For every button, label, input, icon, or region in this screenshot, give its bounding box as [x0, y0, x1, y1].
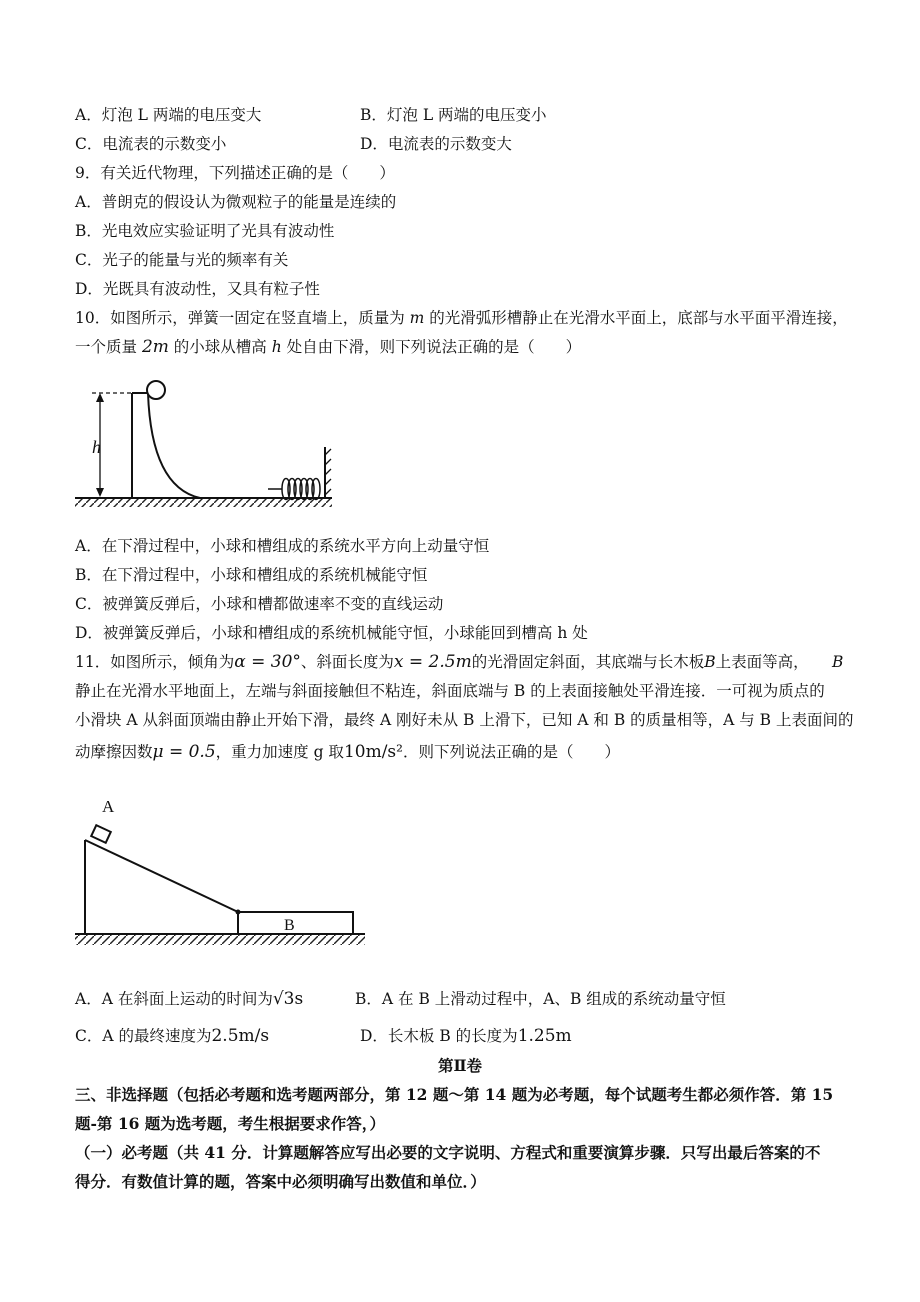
q10-option-b: B．在下滑过程中，小球和槽组成的系统机械能守恒 — [75, 566, 428, 584]
q8-option-a: A．灯泡 L 两端的电压变大 — [75, 106, 262, 124]
q11-line3: 小滑块 A 从斜面顶端由静止开始下滑，最终 A 刚好未从 B 上滑下，已知 A 和 B 的质量相等，A 与 B 上表面间的 — [75, 711, 854, 729]
q10-ball — [147, 381, 165, 399]
q11-board-b — [238, 912, 353, 934]
q9-option-d: D．光既具有波动性，又具有粒子性 — [75, 280, 320, 298]
q11-label-b: B — [284, 917, 295, 934]
q11-figure — [70, 792, 370, 962]
q11-line4: 动摩擦因数μ = 0.5，重力加速度 g 取10m/s²．则下列说法正确的是（ ） — [75, 742, 620, 762]
q10-option-d: D．被弹簧反弹后，小球和槽组成的系统机械能守恒，小球能回到槽高 h 处 — [75, 624, 588, 642]
q11-label-a: A — [102, 797, 115, 816]
q10-arrow-down — [96, 488, 104, 497]
q11-line2: 静止在光滑水平地面上，左端与斜面接触但不粘连，斜面底端与 B 的上表面接触处平滑连接．一可视为质点的 — [75, 682, 825, 700]
q9-stem: 9．有关近代物理，下列描述正确的是（ ） — [75, 164, 395, 182]
q11-option-b: B．A 在 B 上滑动过程中，A、B 组成的系统动量守恒 — [355, 990, 726, 1008]
q9-option-b: B．光电效应实验证明了光具有波动性 — [75, 222, 335, 240]
q10-stem-line1: 10．如图所示，弹簧一固定在竖直墙上，质量为 m 的光滑弧形槽静止在光滑水平面上，底部与水平面平滑连接， — [75, 309, 848, 327]
q8-option-d: D．电流表的示数变大 — [360, 135, 512, 153]
q10-stem-line2: 一个质量 2m 的小球从槽高 h 处自由下滑，则下列说法正确的是（ ） — [75, 337, 582, 357]
q9-option-c: C．光子的能量与光的频率有关 — [75, 251, 289, 269]
q11-option-a: A．A 在斜面上运动的时间为√3s — [75, 989, 304, 1009]
q10-option-c: C．被弹簧反弹后，小球和槽都做速率不变的直线运动 — [75, 595, 444, 613]
q10-label-h: h — [92, 437, 101, 457]
q11-block-a — [91, 825, 111, 843]
q10-groove-arc — [148, 393, 200, 498]
q11-joint — [236, 910, 241, 915]
q8-option-b: B．灯泡 L 两端的电压变小 — [360, 106, 547, 124]
q10-spring — [268, 479, 320, 500]
q11-line1-b: B — [832, 653, 844, 671]
part3-line2: 题-第 16 题为选考题，考生根据要求作答，） — [75, 1114, 386, 1133]
q10-option-a: A．在下滑过程中，小球和槽组成的系统水平方向上动量守恒 — [75, 537, 490, 555]
q11-option-d: D．长木板 B 的长度为1.25m — [360, 1026, 572, 1046]
required-line2: 得分．有数值计算的题，答案中必须明确写出数值和单位．） — [75, 1172, 486, 1191]
q9-option-a: A．普朗克的假设认为微观粒子的能量是连续的 — [75, 193, 397, 211]
section-title: 第Ⅱ卷 — [437, 1056, 483, 1075]
q11-line1: 11．如图所示，倾角为α = 30°、斜面长度为x = 2.5m的光滑固定斜面，其底端与长木板B上表面等高， — [75, 652, 809, 672]
q10-figure — [70, 375, 340, 515]
q10-arrow-up — [96, 393, 104, 402]
q10-ground-hatch — [75, 499, 332, 507]
q8-option-c: C．电流表的示数变小 — [75, 135, 227, 153]
q11-incline-surface — [85, 840, 238, 912]
q11-option-c: C．A 的最终速度为2.5m/s — [75, 1026, 270, 1046]
q11-ground-hatch — [75, 935, 365, 945]
part3-line1: 三、非选择题（包括必考题和选考题两部分，第 12 题～第 14 题为必考题，每个试题考生都必须作答．第 15 — [75, 1085, 834, 1104]
required-line1: （一）必考题（共 41 分．计算题解答应写出必要的文字说明、方程式和重要演算步骤．只写出最后答案的不 — [75, 1143, 821, 1162]
